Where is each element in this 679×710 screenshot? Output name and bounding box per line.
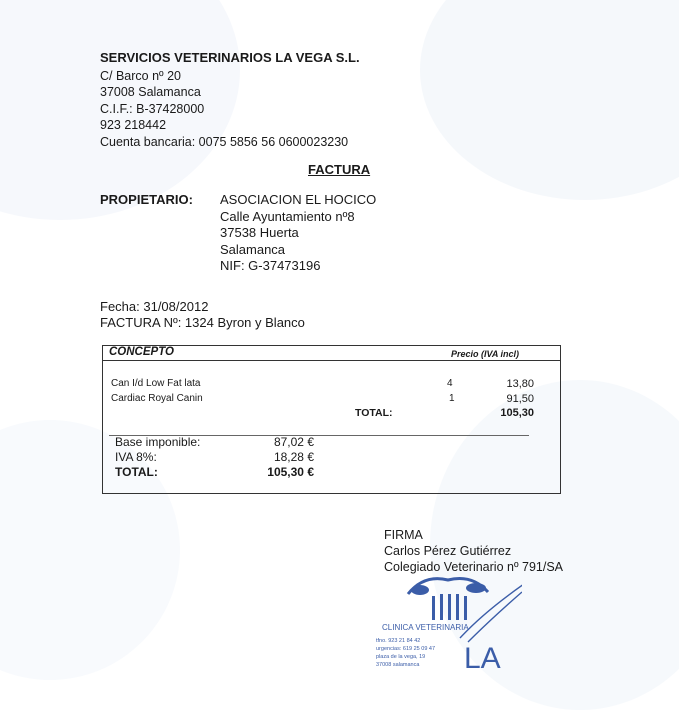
stamp-line: plaza de la vega, 19 bbox=[376, 654, 426, 660]
stamp-pet-head bbox=[411, 585, 429, 595]
company-phone: 923 218442 bbox=[100, 118, 167, 133]
base-value: 87,02 € bbox=[273, 435, 314, 449]
owner-city: 37538 Huerta bbox=[220, 225, 299, 240]
stamp-column bbox=[440, 594, 443, 620]
stamp-logo-text: LA bbox=[464, 642, 501, 675]
signature-name: Carlos Pérez Gutiérrez bbox=[384, 544, 512, 558]
items-total-value: 105,30 bbox=[500, 407, 534, 419]
company-name: SERVICIOS VETERINARIOS LA VEGA S.L. bbox=[100, 50, 360, 65]
watermark-shape bbox=[420, 0, 679, 200]
company-city: 37008 Salamanca bbox=[100, 85, 201, 100]
stamp-column bbox=[448, 594, 451, 620]
summary-total-value: 105,30 € bbox=[267, 465, 314, 479]
signature-block bbox=[384, 527, 563, 575]
company-header bbox=[100, 50, 360, 151]
stamp-line: 37008 salamanca bbox=[376, 662, 420, 668]
invoice-title: FACTURA bbox=[308, 162, 371, 177]
clinic-stamp bbox=[372, 572, 522, 675]
table-header bbox=[103, 346, 560, 361]
iva-label: IVA 8%: bbox=[115, 450, 157, 464]
company-bank: Cuenta bancaria: 0075 5856 56 0600023230 bbox=[100, 134, 349, 149]
owner-block bbox=[220, 192, 376, 275]
signature-license: Colegiado Veterinario nº 791/SA bbox=[384, 560, 563, 574]
owner-province: Salamanca bbox=[220, 241, 286, 257]
signature-label: FIRMA bbox=[384, 528, 423, 542]
item-concept: Cardiac Royal Canin bbox=[111, 393, 203, 404]
base-label: Base imponible: bbox=[115, 435, 201, 449]
item-concept: Can I/d Low Fat lata bbox=[111, 378, 201, 389]
stamp-column bbox=[456, 594, 459, 620]
owner-name: ASOCIACION EL HOCICO bbox=[220, 192, 377, 207]
iva-value: 18,28 € bbox=[273, 450, 314, 464]
invoice-table bbox=[102, 345, 561, 494]
invoice-date: Fecha: 31/08/2012 bbox=[100, 299, 209, 314]
header-concept: CONCEPTO bbox=[109, 346, 174, 358]
handwritten-signature bbox=[460, 584, 522, 642]
stamp-pet-head bbox=[466, 583, 486, 593]
owner-nif: NIF: G-37473196 bbox=[220, 258, 321, 273]
company-address: C/ Barco nº 20 bbox=[100, 68, 181, 83]
items-total-label: TOTAL: bbox=[355, 407, 393, 419]
stamp-line: tfno. 923 21 84 42 bbox=[376, 638, 421, 644]
item-price: 13,80 bbox=[506, 378, 534, 390]
stamp-column bbox=[432, 596, 435, 620]
summary-total-label: TOTAL: bbox=[115, 465, 158, 479]
stamp-column bbox=[464, 596, 467, 620]
invoice-number: FACTURA Nº: 1324 Byron y Blanco bbox=[100, 315, 305, 330]
owner-street: Calle Ayuntamiento nº8 bbox=[220, 208, 355, 224]
invoice-meta bbox=[100, 299, 305, 331]
item-qty: 4 bbox=[447, 378, 453, 389]
owner-label: PROPIETARIO: bbox=[100, 192, 193, 207]
item-qty: 1 bbox=[449, 393, 455, 404]
item-price: 91,50 bbox=[506, 393, 534, 405]
company-cif: C.I.F.: B-37428000 bbox=[100, 101, 205, 116]
stamp-title: CLINICA VETERINARIA bbox=[382, 623, 469, 632]
header-price: Precio (IVA incl) bbox=[451, 349, 520, 359]
stamp-line: urgencias: 619 25 09 47 bbox=[376, 646, 436, 652]
